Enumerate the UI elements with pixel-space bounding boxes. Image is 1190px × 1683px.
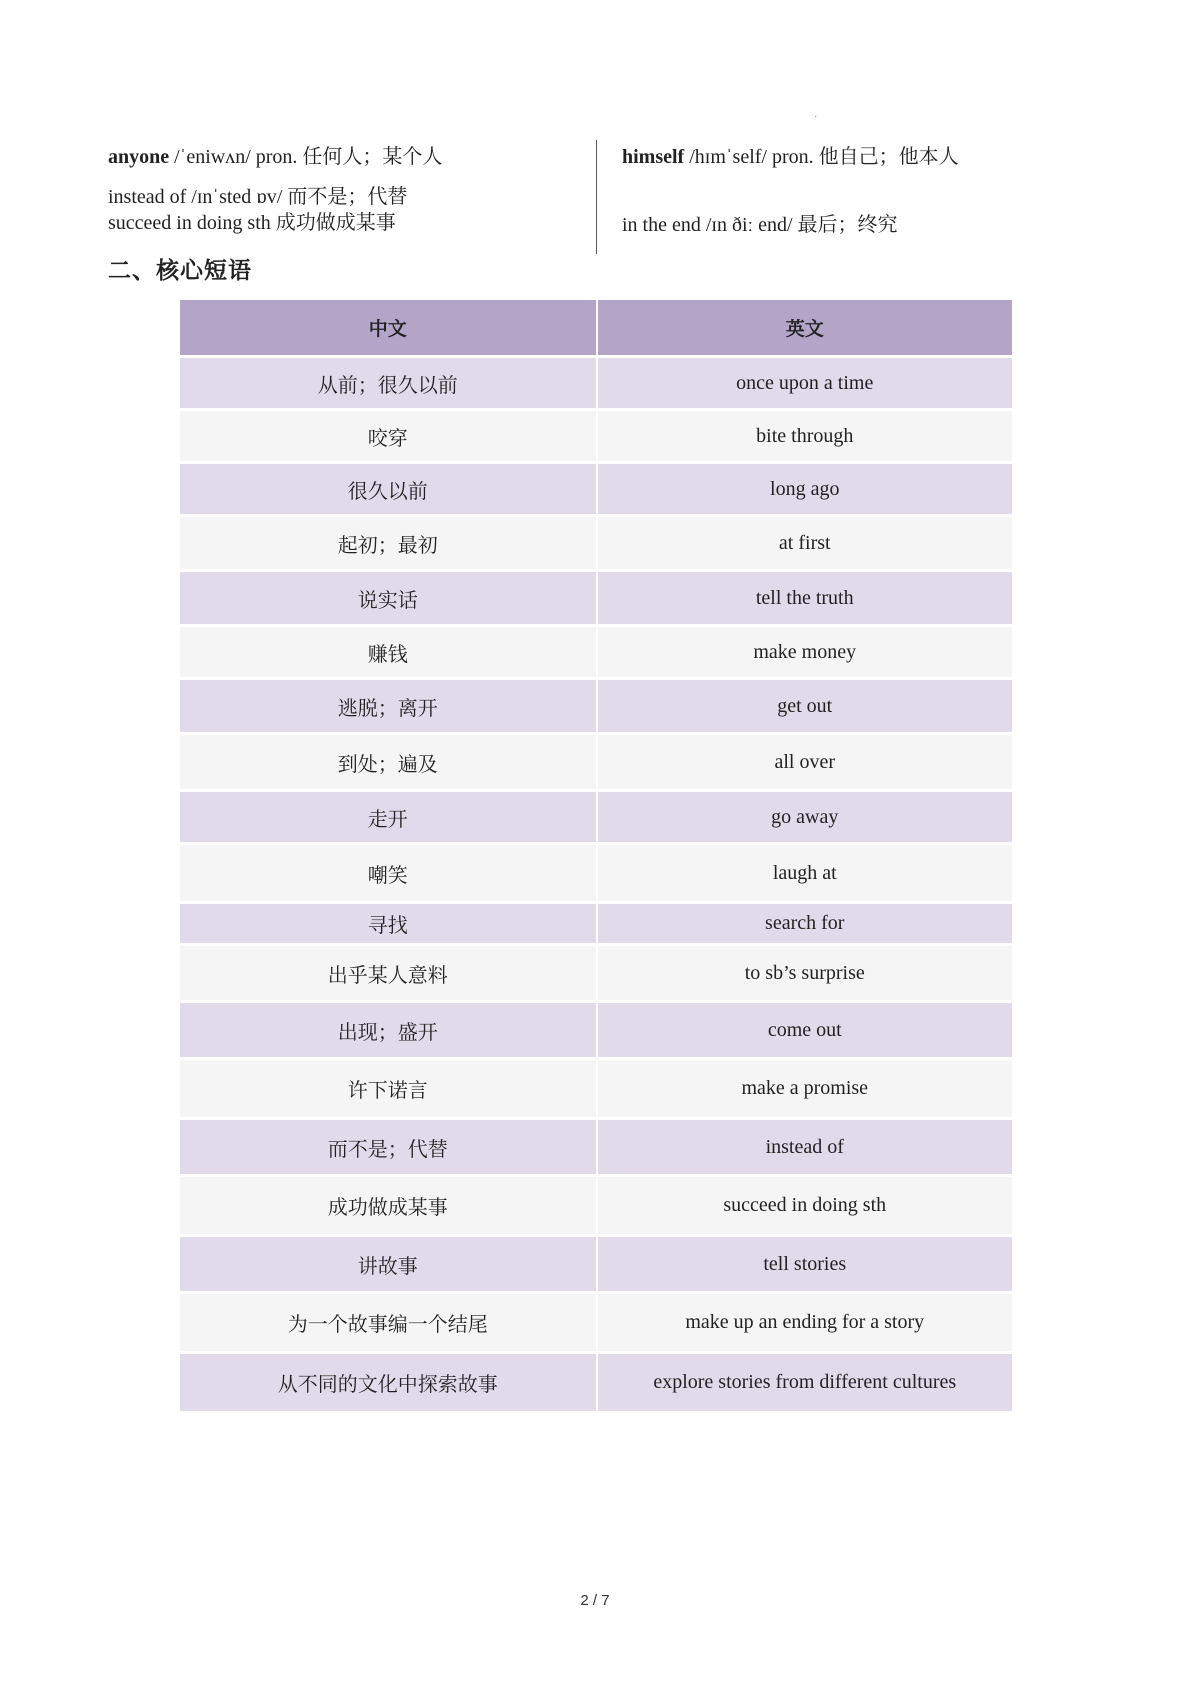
cell-chinese: 嘲笑: [180, 844, 597, 903]
cell-chinese: 为一个故事编一个结尾: [180, 1293, 597, 1353]
table-row: [180, 1059, 1013, 1119]
header-chinese: 中文: [180, 300, 597, 357]
cell-english: make a promise: [597, 1059, 1014, 1119]
cell-chinese: 许下诺言: [180, 1059, 597, 1119]
vocab-item-instead-of: instead of /ɪnˈsted ɒv/ 而不是；代替: [108, 186, 408, 208]
column-divider: [596, 140, 597, 254]
cell-english: make money: [597, 626, 1014, 679]
cell-chinese: 到处；遍及: [180, 734, 597, 791]
table-row: [180, 626, 1013, 679]
vocab-item-himself: himself /hɪmˈself/ pron. 他自己；他本人: [622, 146, 959, 168]
cell-english: go away: [597, 791, 1014, 844]
table-row: [180, 1353, 1013, 1413]
cell-chinese: 讲故事: [180, 1236, 597, 1293]
cell-chinese: 成功做成某事: [180, 1176, 597, 1236]
table-header-row: [180, 300, 1013, 357]
vocabulary-block: [108, 138, 1038, 256]
cell-chinese: 起初；最初: [180, 516, 597, 571]
cell-english: to sb’s surprise: [597, 945, 1014, 1002]
vocab-item-anyone: anyone /ˈeniwʌn/ pron. 任何人；某个人: [108, 146, 443, 168]
cell-chinese: 从不同的文化中探索故事: [180, 1353, 597, 1413]
cell-chinese: 咬穿: [180, 410, 597, 463]
table-row: [180, 571, 1013, 626]
cell-english: come out: [597, 1002, 1014, 1059]
cell-english: make up an ending for a story: [597, 1293, 1014, 1353]
cell-english: all over: [597, 734, 1014, 791]
table-row: [180, 844, 1013, 903]
table-row: [180, 1002, 1013, 1059]
cell-english: tell stories: [597, 1236, 1014, 1293]
table-row: [180, 791, 1013, 844]
decorative-dot: ·: [814, 112, 818, 123]
cell-english: explore stories from different cultures: [597, 1353, 1014, 1413]
cell-english: get out: [597, 679, 1014, 734]
table-row: [180, 1236, 1013, 1293]
cell-chinese: 逃脱；离开: [180, 679, 597, 734]
table-row: [180, 357, 1013, 410]
cell-english: search for: [597, 903, 1014, 945]
table-row: [180, 1176, 1013, 1236]
section-title: 二、核心短语: [108, 258, 252, 284]
cell-english: tell the truth: [597, 571, 1014, 626]
cell-chinese: 而不是；代替: [180, 1119, 597, 1176]
header-english: 英文: [597, 300, 1014, 357]
cell-chinese: 出现；盛开: [180, 1002, 597, 1059]
cell-chinese: 寻找: [180, 903, 597, 945]
table-row: [180, 1293, 1013, 1353]
cell-chinese: 赚钱: [180, 626, 597, 679]
page-number: 2 / 7: [580, 1592, 610, 1609]
cell-chinese: 从前；很久以前: [180, 357, 597, 410]
table-row: [180, 903, 1013, 945]
table-row: [180, 410, 1013, 463]
table-row: [180, 945, 1013, 1002]
vocab-item-in-the-end: in the end /ɪn ðiː end/ 最后；终究: [622, 214, 898, 236]
cell-chinese: 很久以前: [180, 463, 597, 516]
table-row: [180, 734, 1013, 791]
cell-english: long ago: [597, 463, 1014, 516]
cell-chinese: 出乎某人意料: [180, 945, 597, 1002]
phrases-table: [180, 300, 1014, 1414]
table-row: [180, 1119, 1013, 1176]
cell-english: once upon a time: [597, 357, 1014, 410]
vocab-item-succeed-in: succeed in doing sth 成功做成某事: [108, 212, 396, 234]
cell-english: at first: [597, 516, 1014, 571]
cell-chinese: 说实话: [180, 571, 597, 626]
table-row: [180, 516, 1013, 571]
cell-english: succeed in doing sth: [597, 1176, 1014, 1236]
table-row: [180, 463, 1013, 516]
cell-english: laugh at: [597, 844, 1014, 903]
table-row: [180, 679, 1013, 734]
cell-english: bite through: [597, 410, 1014, 463]
cell-english: instead of: [597, 1119, 1014, 1176]
cell-chinese: 走开: [180, 791, 597, 844]
